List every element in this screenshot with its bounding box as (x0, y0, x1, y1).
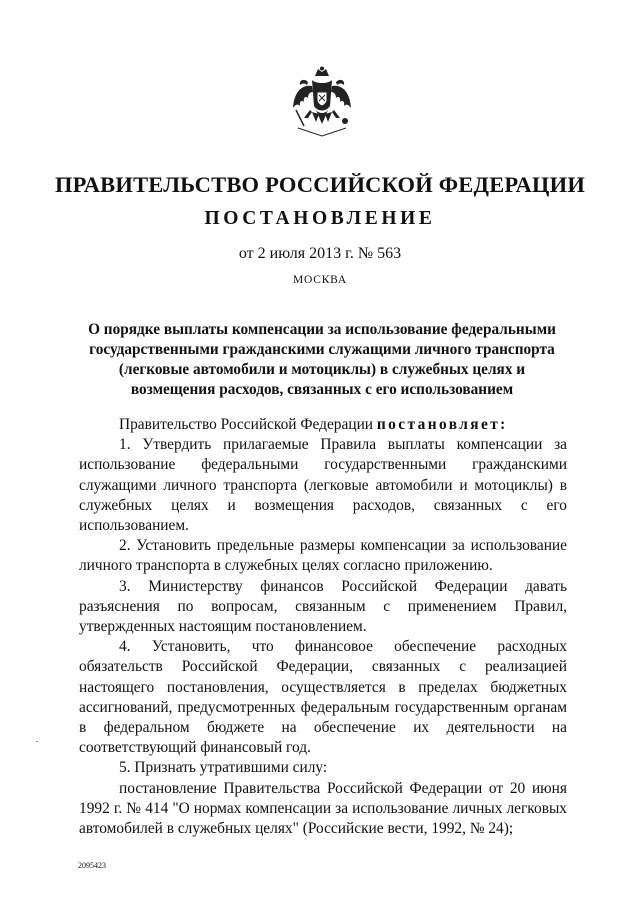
organization-heading: ПРАВИТЕЛЬСТВО РОССИЙСКОЙ ФЕДЕРАЦИИ (54, 172, 586, 197)
item-paragraph-1: 1. Утвердить прилагаемые Правила выплаты компенсации за использование федеральными государственными гражданскими служащими личного транспорта (легковые автомобили и мотоциклы) в служебных целях и возмещения расходов, связанных с его использованием. (79, 436, 567, 535)
item-paragraph-5-sub: постановление Правительства Российской Федерации от 20 июня 1992 г. № 414 "О нормах компенсации за использование личных легковых автомобилей в служебных целях" (Российские вести, 1992, № 24); (79, 779, 567, 838)
intro-emphasis: постановляет: (376, 416, 508, 433)
document-city: МОСКВА (292, 274, 348, 286)
item-paragraph-3: 3. Министерству финансов Российской Федерации давать разъяснения по вопросам, связанным с применением Правил, утвержденных настоящим постановлением. (79, 577, 567, 636)
document-body (79, 415, 567, 839)
footer-document-code: 2095423 (78, 861, 106, 870)
item-paragraph-5: 5. Признать утратившими силу: (119, 759, 328, 777)
intro-paragraph (79, 415, 567, 435)
item-paragraph-2: 2. Установить предельные размеры компенсации за использование личного транспорта в служебных целях согласно приложению. (79, 537, 567, 575)
russian-coat-of-arms-icon (290, 66, 354, 138)
document-type-heading: ПОСТАНОВЛЕНИЕ (204, 208, 436, 229)
document-date-number: от 2 июля 2013 г. № 563 (238, 245, 402, 262)
intro-text: Правительство Российской Федерации (119, 416, 374, 433)
document-title: О порядке выплаты компенсации за использование федеральными государственными гражданскими служащими личного транспорта (легковые автомобили и мотоциклы) в служебных целях и возмещения расходов, связанных с его использованием (88, 321, 556, 398)
item-paragraph-4: 4. Установить, что финансовое обеспечение расходных обязательств Российской Федерации, связанных с реализацией настоящего постановления, осуществляется в пределах бюджетных ассигнований, предусмотренных федеральным государственным органам в федеральном бюджете на обеспечение их деятельности на соответствующий финансовый год. (79, 638, 567, 757)
scan-mark (36, 741, 38, 742)
